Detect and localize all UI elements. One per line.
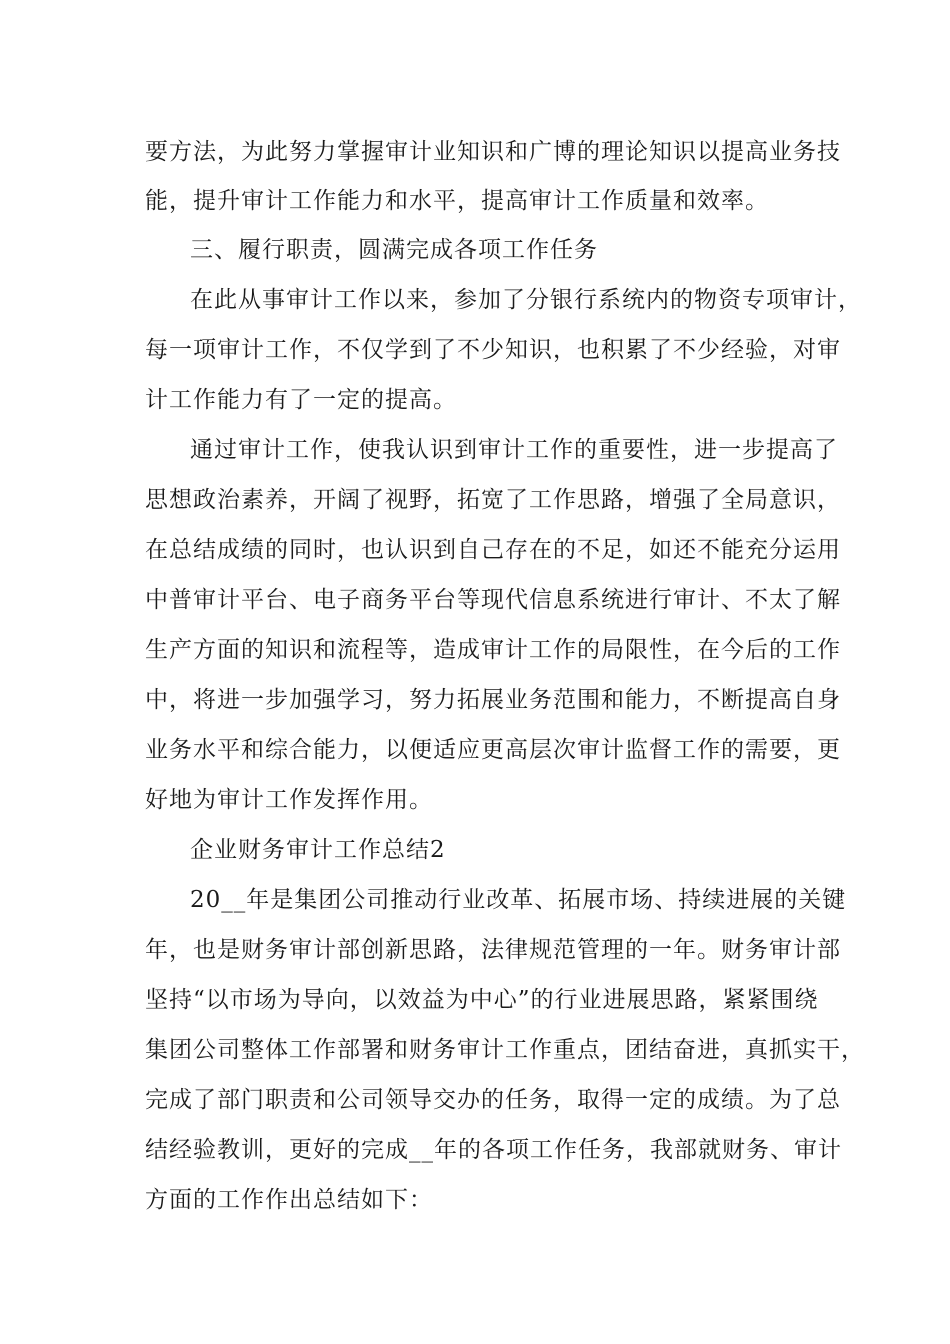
text-line: 好地为审计工作发挥作用。 <box>145 787 433 813</box>
text-line: 中，将进一步加强学习，努力拓展业务范围和能力，不断提高自身 <box>145 687 841 713</box>
text-line: 生产方面的知识和流程等，造成审计工作的局限性，在今后的工作 <box>145 637 841 663</box>
text-line: 结经验教训，更好的完成__年的各项工作任务，我部就财务、审计 <box>145 1137 842 1163</box>
text-line: 能，提升审计工作能力和水平，提高审计工作质量和效率。 <box>145 188 769 214</box>
text-line: 通过审计工作，使我认识到审计工作的重要性，进一步提高了 <box>190 437 838 463</box>
text-line: 计工作能力有了一定的提高。 <box>145 387 457 413</box>
section-title: 企业财务审计工作总结2 <box>190 837 446 863</box>
text-line: 坚持“以市场为导向，以效益为中心”的行业进展思路，紧紧围绕 <box>145 987 819 1013</box>
text-line: 在总结成绩的同时，也认识到自己存在的不足，如还不能充分运用 <box>145 537 841 563</box>
text-line: 每一项审计工作，不仅学到了不少知识，也积累了不少经验，对审 <box>145 337 841 363</box>
text-line: 思想政治素养，开阔了视野，拓宽了工作思路，增强了全局意识， <box>145 487 841 513</box>
text-line: 业务水平和综合能力，以便适应更高层次审计监督工作的需要，更 <box>145 737 841 763</box>
section-heading: 三、履行职责，圆满完成各项工作任务 <box>190 237 598 263</box>
text-line: 要方法，为此努力掌握审计业知识和广博的理论知识以提高业务技 <box>145 139 841 165</box>
text-line: 中普审计平台、电子商务平台等现代信息系统进行审计、不太了解 <box>145 587 841 613</box>
text-line: 20__年是集团公司推动行业改革、拓展市场、持续进展的关键 <box>190 887 847 913</box>
text-line: 完成了部门职责和公司领导交办的任务，取得一定的成绩。为了总 <box>145 1087 841 1113</box>
text-line: 年，也是财务审计部创新思路，法律规范管理的一年。财务审计部 <box>145 937 841 963</box>
text-line: 在此从事审计工作以来，参加了分银行系统内的物资专项审计， <box>190 287 862 313</box>
text-line: 集团公司整体工作部署和财务审计工作重点，团结奋进，真抓实干， <box>145 1037 865 1063</box>
text-line: 方面的工作作出总结如下： <box>145 1187 433 1213</box>
